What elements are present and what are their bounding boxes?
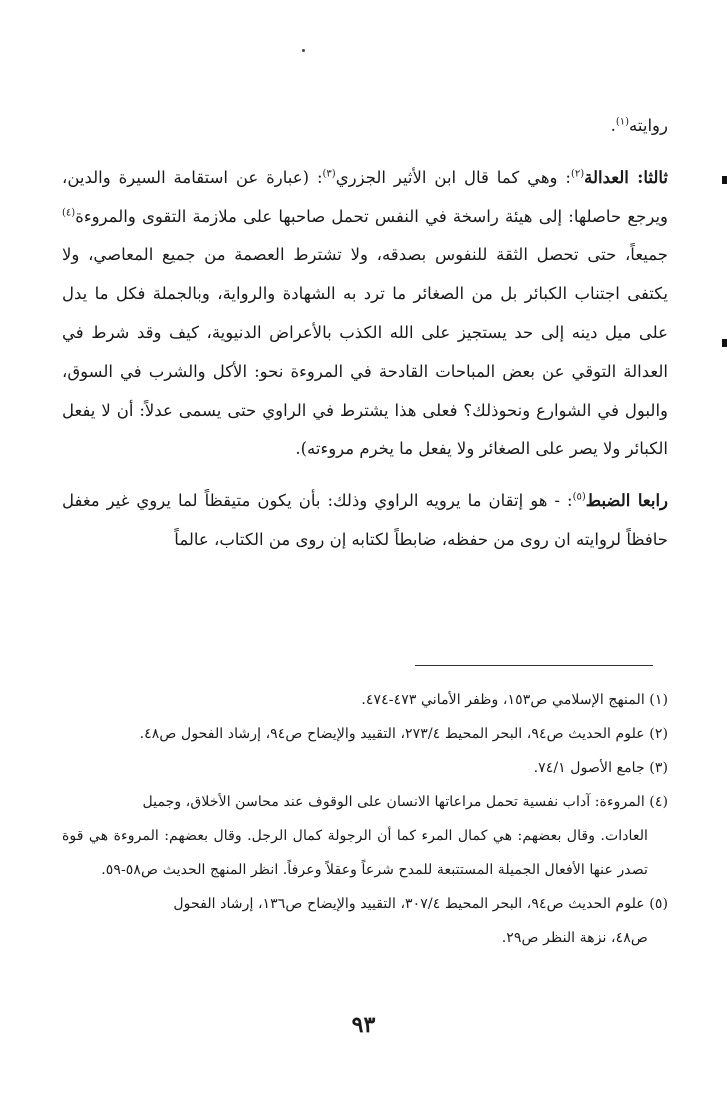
footnote-ref: (٣): [322, 168, 336, 180]
margin-mark: [722, 176, 727, 184]
heading-dabt: رابعا الضبط: [585, 491, 668, 511]
footnote-continuation: ص٤٨، نزهة النظر ص٢٩.: [501, 930, 648, 946]
footnotes: [62, 683, 668, 955]
footnote-ref: (٢): [570, 168, 585, 180]
main-text: [62, 107, 668, 560]
footnote: (١) المنهج الإسلامي ص١٥٣، وظفر الأماني ٤٧٣-٤٧٤.: [361, 692, 668, 708]
paragraph-adala: ثالثا: العدالة$^{(٢)}$: وهي كما قال ابن الأثير الجزري$^{(٣)}$: (عبارة عن استقامة السيرة والدين، ويرجع حاصلها: إلى هيئة راسخة في النفس تحمل صاحبها على ملازمة التقوى والمروءة$^{(٤)}$ جميعاً، حتى تحصل الثقة للنفوس بصدقه، ولا تشترط العصمة من جميع المعاصي، ولا يكتفى اجتناب الكبائر بل من الصغائر ما ترد به الشهادة والرواية، وبالجملة فكل ما يدل على ميل دينه إلى حد يستجيز على الله الكذب بالأعراض الدنيوية، كيف وقد شرط في العدالة التوقي عن بعض المباحات القادحة في المروءة نحو: الأكل والشرب في السوق، والبول في الشوارع ونحوذلك؟ فعلى هذا يشترط في الراوي حتى يسمى عدلاً: أن لا يفعل الكبائر ولا يصر على الصغائر ولا يفعل ما يخرم مروءته).: [62, 167, 668, 459]
footnote-separator: [415, 665, 653, 666]
scan-dot: [302, 49, 305, 52]
footnote: (٣) جامع الأصول ٧٤/١.: [533, 760, 668, 776]
footnote-ref: (٤): [62, 207, 76, 219]
footnote: (٤) المروءة: آداب نفسية تحمل مراعاتها الانسان على الوقوف عند محاسن الأخلاق، وجميل: [142, 794, 668, 810]
footnote-ref: (١): [615, 116, 630, 128]
heading-adala: ثالثا: العدالة: [584, 167, 668, 187]
footnote-ref: (٥): [572, 491, 586, 503]
page-number: ٩٣: [351, 1012, 376, 1038]
paragraph-dabt: رابعا الضبط$^{(٥)}$: - هو إتقان ما يرويه الراوي وذلك: بأن يكون متيقظاً لما يروي غير مغفل حافظاً لروايته ان روى من حفظه، ضابطاً لكتابه إن روى من الكتاب، عالماً: [62, 491, 668, 549]
footnote-continuation: العادات. وقال بعضهم: هي كمال المرء كما أن الرجولة كمال الرجل. وقال بعضهم: المروءة هي قوة تصدر عنها الأفعال الجميلة المستتبعة للمدح شرعاً وعقلاً وعرفاً. انظر المنهج الحديث ص٥٨-٥٩.: [62, 828, 648, 878]
footnote: (٥) علوم الحديث ص٩٤، البحر المحيط ٣٠٧/٤، التقييد والإيضاح ص١٣٦، إرشاد الفحول: [173, 896, 668, 912]
margin-mark: [722, 339, 727, 347]
footnote: (٢) علوم الحديث ص٩٤، البحر المحيط ٢٧٣/٤، التقييد والإيضاح ص٩٤، إرشاد الفحول ص٤٨.: [139, 726, 668, 742]
paragraph-continuation: روايته$^{(١)}$.: [610, 116, 668, 135]
